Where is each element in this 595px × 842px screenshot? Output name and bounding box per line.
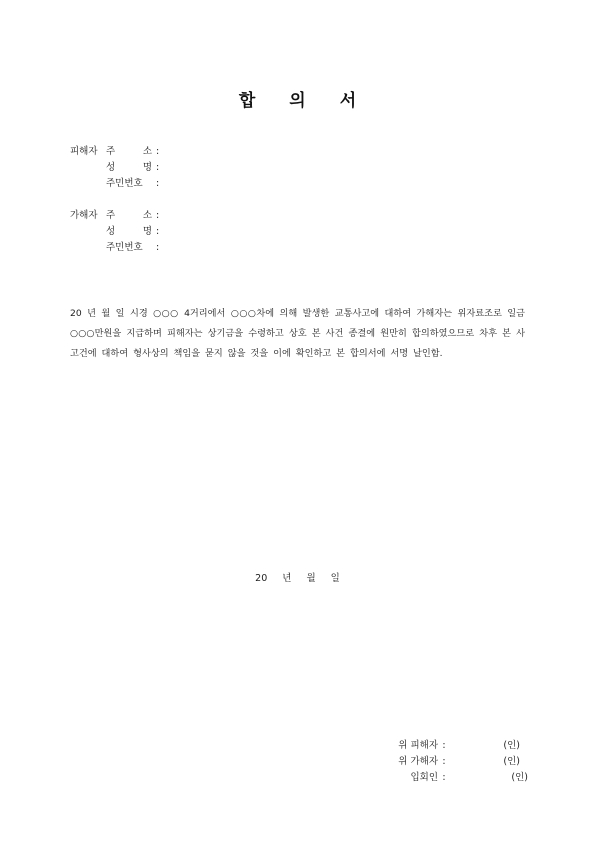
offender-name-colon: : [156, 226, 160, 237]
offender-section [70, 208, 159, 256]
signature-label: 위 피해자 [398, 740, 438, 751]
document-title [0, 86, 595, 111]
signature-label: 입회인 [410, 772, 438, 783]
signature-row-victim [388, 738, 528, 754]
title-char: 합 [238, 91, 256, 111]
seal-mark: (인) [503, 756, 520, 767]
signature-label: 위 가해자 [398, 756, 438, 767]
victim-id-label: 주민번호 [106, 178, 143, 189]
victim-id-colon: : [156, 178, 160, 189]
seal-mark: (인) [511, 772, 528, 783]
offender-address-colon: : [156, 210, 160, 221]
agreement-date: 20 년 월 일 [255, 573, 340, 584]
signature-colon: : [442, 740, 446, 751]
offender-id-colon: : [156, 242, 160, 253]
title-char: 의 [289, 91, 306, 111]
victim-address-colon: : [156, 146, 160, 157]
signature-row-offender [388, 754, 528, 770]
offender-role-label: 가해자 [70, 210, 98, 221]
title-char: 서 [339, 91, 357, 111]
agreement-body: 20 년 월 일 시경 ○○○ 4거리에서 ○○○차에 의해 발생한 교통사고에 대하여 가해자는 위자료조로 일금 ○○○만원을 지급하며 피해자는 상기금을 수령하고 상호 본 사건 종결에 원만히 합의하였으므로 차후 본 사고건에 대하여 형사상의 책임을 묻지 않을 것을 이에 확인하고 본 합의서에 서명 날인함. [70, 308, 525, 359]
signature-colon: : [442, 756, 446, 767]
victim-role-label: 피해자 [70, 146, 98, 157]
signature-colon: : [442, 772, 446, 783]
signature-block [388, 738, 528, 786]
victim-name-colon: : [156, 162, 160, 173]
signature-row-witness [388, 770, 528, 786]
victim-section [70, 144, 159, 192]
victim-name-label: 성 명 [106, 162, 152, 173]
victim-address-label: 주 소 [106, 146, 152, 157]
offender-name-label: 성 명 [106, 226, 152, 237]
seal-mark: (인) [503, 740, 520, 751]
offender-address-label: 주 소 [106, 210, 152, 221]
offender-id-label: 주민번호 [106, 242, 143, 253]
